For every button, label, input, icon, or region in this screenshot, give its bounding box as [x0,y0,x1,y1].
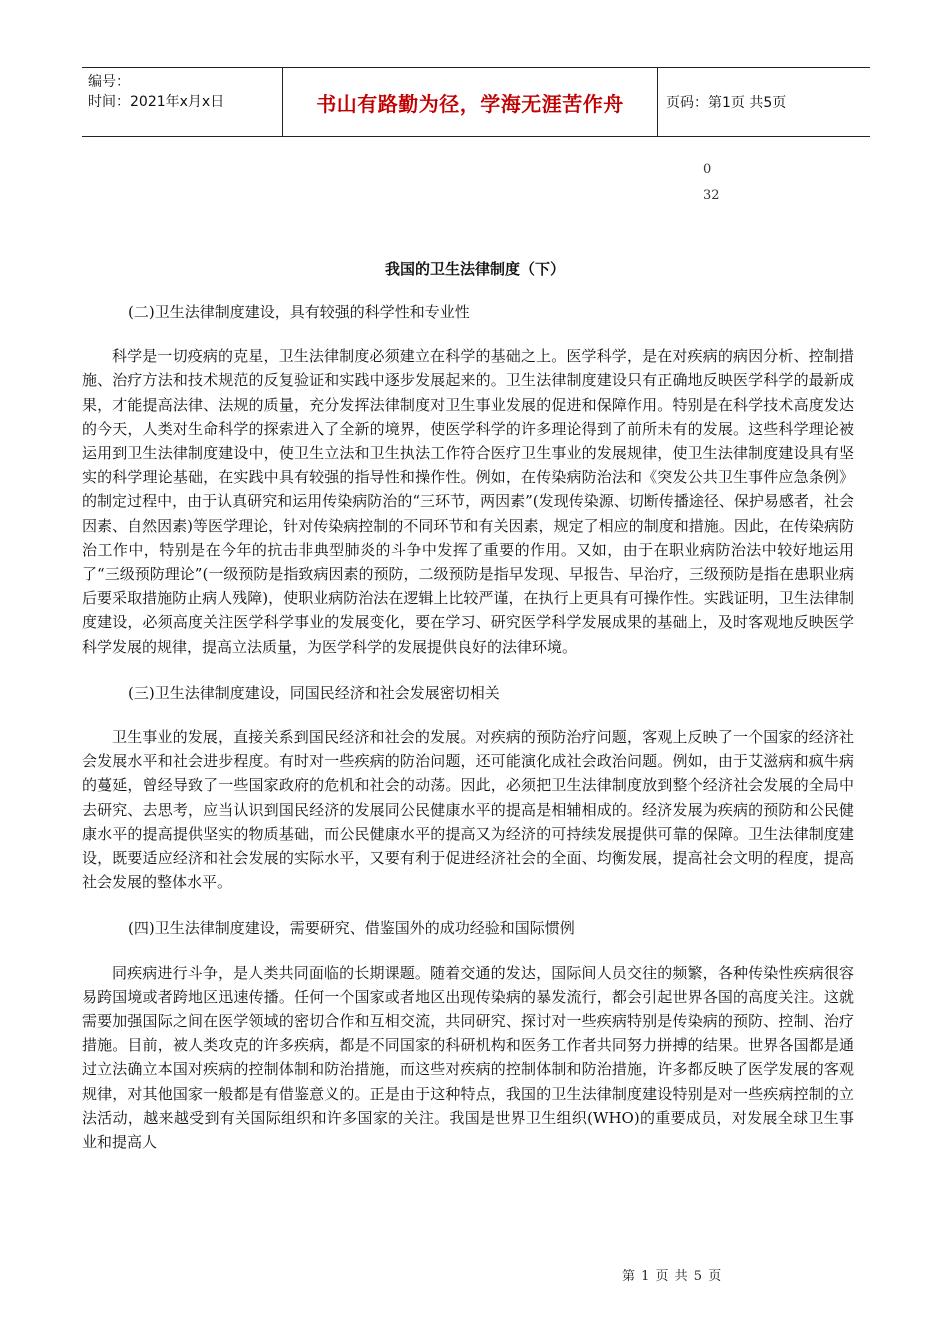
section-heading: (二)卫生法律制度建设，具有较强的科学性和专业性 [128,303,470,321]
stray-mark: 0 [703,162,712,177]
document-body [82,300,854,1176]
document-title: 我国的卫生法律制度（下） [384,260,565,278]
section-paragraph: 卫生事业的发展，直接关系到国民经济和社会的发展。对疾病的预防治疗问题，客观上反映了一个国家的经济社会发展水平和社会进步程度。有时对一些疾病的防治问题，还可能演化成社会政治问题。例如，由于艾滋病和疯牛病的蔓延，曾经导致了一些国家政府的危机和社会的动荡。因此，必须把卫生法律制度放到整个经济社会发展的全局中去研究、去思考，应当认识到国民经济的发展同公民健康水平的提高是相辅相成的。经济发展为疾病的预防和公民健康水平的提高提供坚实的物质基础，而公民健康水平的提高又为经济的可持续发展提供可靠的保障。卫生法律制度建设，既要适应经济和社会发展的实际水平，又要有利于促进经济社会的全面、均衡发展，提高社会文明的程度，提高社会发展的整体水平。 [82,728,854,892]
page-number-footer: 第 1 页 共 5 页 [622,1269,723,1284]
serial-label: 编号： [88,74,130,90]
section-heading: (四)卫生法律制度建设，需要研究、借鉴国外的成功经验和国际惯例 [128,919,575,938]
stray-mark: 32 [703,188,720,203]
header-page-info: 页码：第1页 共5页 [666,95,787,111]
date-label: 时间：2021年x月x日 [88,94,225,110]
section-paragraph: 同疾病进行斗争，是人类共同面临的长期课题。随着交通的发达，国际间人员交往的频繁，各种传染性疾病很容易跨国境或者跨地区迅速传播。任何一个国家或者地区出现传染病的暴发流行，都会引起世界各国的高度关注。这就需要加强国际之间在医学领域的密切合作和互相交流，共同研究、探讨对一些疾病特别是传染病的预防、控制、治疗措施。目前，被人类攻克的许多疾病，都是不同国家的科研机构和医务工作者共同努力拼搏的结果。世界各国都是通过立法确立本国对疾病的控制体制和防治措施，而这些对疾病的控制体制和防治措施，许多都反映了医学发展的客观规律，对其他国家一般都是有借鉴意义的。正是由于这种特点，我国的卫生法律制度建设特别是对一些疾病控制的立法活动，越来越受到有关国际组织和许多国家的关注。我国是世界卫生组织(WHO)的重要成员，对发展全球卫生事业和提高人 [82,963,854,1152]
section-paragraph: 科学是一切疫病的克星，卫生法律制度必须建立在科学的基础之上。医学科学，是在对疾病的病因分析、控制措施、治疗方法和技术规范的反复验证和实践中逐步发展起来的。卫生法律制度建设只有正确地反映医学科学的最新成果，才能提高法律、法规的质量，充分发挥法律制度对卫生事业发展的促进和保障作用。特别是在科学技术高度发达的今天，人类对生命科学的探索进入了全新的境界，使医学科学的许多理论得到了前所未有的发展。这些科学理论被运用到卫生法律制度建设中，使卫生立法和卫生执法工作符合医疗卫生事业的发展规律，使卫生法律制度建设具有坚实的科学理论基础，在实践中具有较强的指导性和操作性。例如，在传染病防治法和《突发公共卫生事件应急条例》的制定过程中，由于认真研究和运用传染病防治的“三环节，两因素”(发现传染源、切断传播途径、保护易感者，社会因素、自然因素)等医学理论，针对传染病控制的不同环节和有关因素，规定了相应的制度和措施。因此，在传染病防治工作中，特别是在今年的抗击非典型肺炎的斗争中发挥了重要的作用。又如，由于在职业病防治法中较好地运用了“三级预防理论”(一级预防是指致病因素的预防，二级预防是指早发现、早报告、早治疗，三级预防是指在患职业病后要采取措施防止病人残障)，使职业病防治法在逻辑上比较严谨，在执行上更具有可操作性。实践证明，卫生法律制度建设，必须高度关注医学科学事业的发展变化，要在学习、研究医学科学发展成果的基础上，及时客观地反映医学科学发展的规律，提高立法质量，为医学科学的发展提供良好的法律环境。 [82,347,854,656]
section-heading: (三)卫生法律制度建设，同国民经济和社会发展密切相关 [128,683,500,702]
header-motto: 书山有路勤为径，学海无涯苦作舟 [283,68,658,136]
header-meta-cell [82,68,283,136]
header-table [82,67,870,137]
